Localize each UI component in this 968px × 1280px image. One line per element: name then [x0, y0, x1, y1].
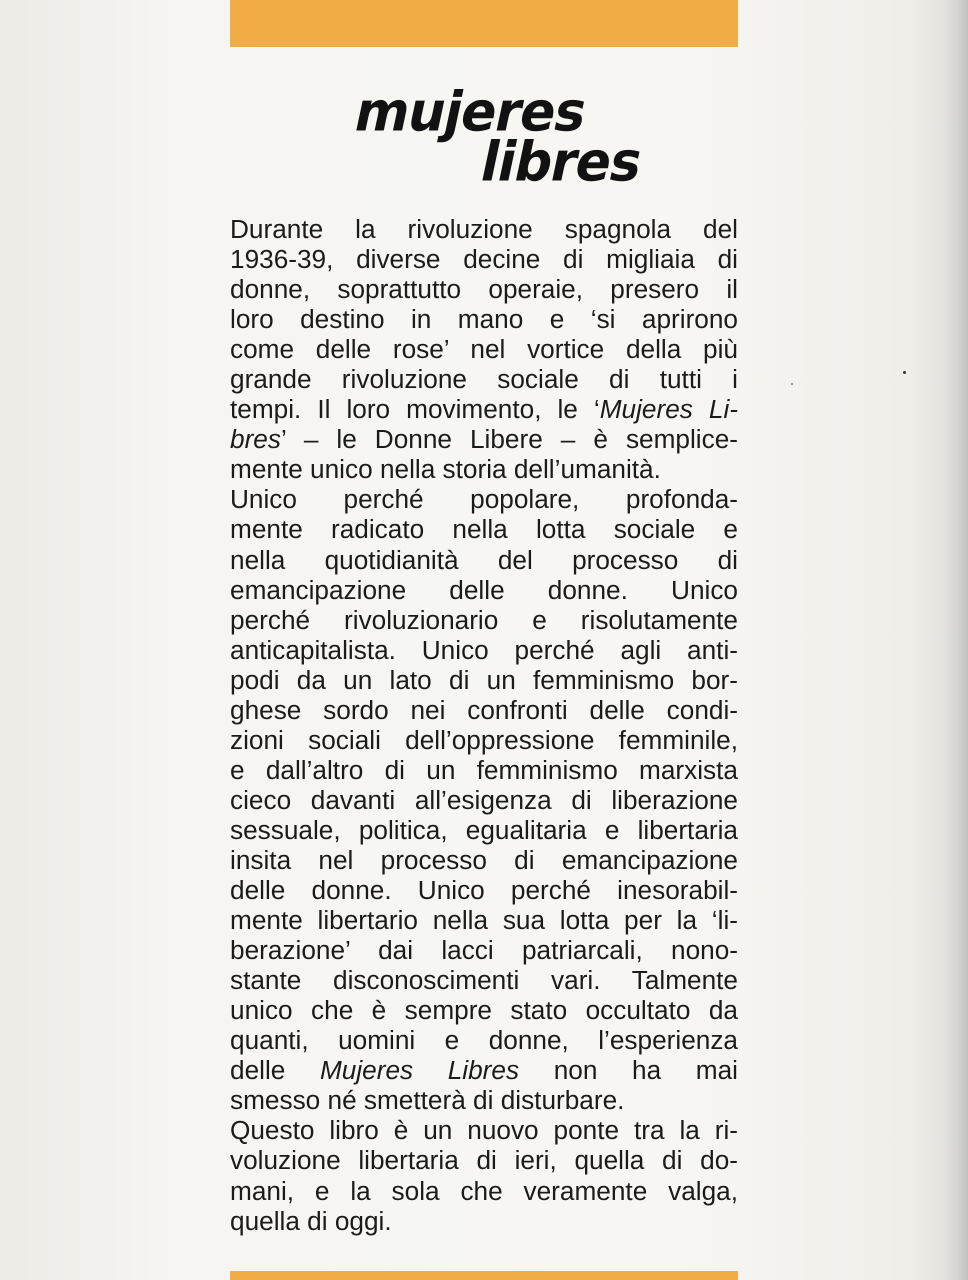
text-line: cieco davanti all’esigenza di liberazione [230, 784, 738, 815]
text-line: berazione’ dai lacci patriarcali, nono- [230, 935, 738, 966]
text-segment: tempi. Il loro movimento, le ‘ [230, 394, 600, 425]
text-segment: non ha mai [519, 1055, 738, 1086]
text-line: anticapitalista. Unico perché agli anti- [230, 634, 738, 665]
text-line: zioni sociali dell’oppressione femminile, [230, 724, 738, 755]
text-segment: ’ – le Donne Libere – è semplice- [280, 424, 738, 455]
text-line: mani, e la sola che veramente valga, [230, 1175, 738, 1206]
text-line: ghese sordo nei confronti delle condi- [230, 694, 738, 725]
print-speck [903, 371, 906, 374]
italic-text: Mujeres Libres [319, 1055, 520, 1086]
text-line: voluzione libertaria di ieri, quella di do- [230, 1145, 738, 1176]
text-segment: delle [230, 1055, 320, 1086]
text-line: grande rivoluzione sociale di tutti i [230, 364, 738, 395]
bottom-orange-band [230, 1271, 738, 1280]
text-line: sessuale, politica, egualitaria e libertaria [230, 814, 738, 845]
print-speck [791, 383, 793, 385]
text-line: Questo libro è un nuovo ponte tra la ri- [230, 1115, 738, 1146]
text-line: quanti, uomini e donne, l’esperienza [230, 1025, 738, 1056]
text-line: stante disconoscimenti vari. Talmente [230, 965, 738, 996]
text-line: mente unico nella storia dell’umanità. [230, 454, 661, 485]
text-line: podi da un lato di un femminismo bor- [230, 664, 738, 695]
italic-text: bres [230, 424, 281, 455]
text-line: mente radicato nella lotta sociale e [230, 514, 738, 545]
title-logo-line-1: mujeres [349, 81, 592, 145]
text-line: Unico perché popolare, profonda- [230, 484, 738, 515]
text-line: smesso né smetterà di disturbare. [230, 1085, 625, 1116]
text-line: emancipazione delle donne. Unico [230, 574, 738, 605]
text-line: perché rivoluzionario e risolutamente [230, 604, 738, 635]
text-line: unico che è sempre stato occultato da [230, 995, 738, 1026]
text-line [230, 394, 738, 424]
text-line: nella quotidianità del processo di [230, 544, 738, 575]
spine-shadow [942, 0, 968, 1280]
text-line: delle donne. Unico perché inesorabil- [230, 875, 738, 906]
text-line: quella di oggi. [230, 1205, 392, 1236]
text-line [230, 1055, 738, 1085]
text-line: loro destino in mano e ‘si aprirono [230, 304, 738, 335]
top-orange-band [230, 0, 738, 47]
text-line: e dall’altro di un femminismo marxista [230, 754, 738, 785]
blurb-paragraph [230, 214, 738, 1236]
title-logo [344, 81, 648, 196]
title-logo-line-2: libres [475, 131, 648, 195]
text-line: mente libertario nella sua lotta per la ‘li- [230, 905, 738, 936]
text-line: come delle rose’ nel vortice della più [230, 334, 738, 365]
text-line: Durante la rivoluzione spagnola del [230, 214, 738, 244]
italic-text: Mujeres Li- [599, 394, 738, 425]
text-line: donne, soprattutto operaie, presero il [230, 274, 738, 305]
text-line: 1936-39, diverse decine di migliaia di [230, 244, 738, 275]
text-line [230, 424, 738, 454]
text-line: insita nel processo di emancipazione [230, 844, 738, 875]
